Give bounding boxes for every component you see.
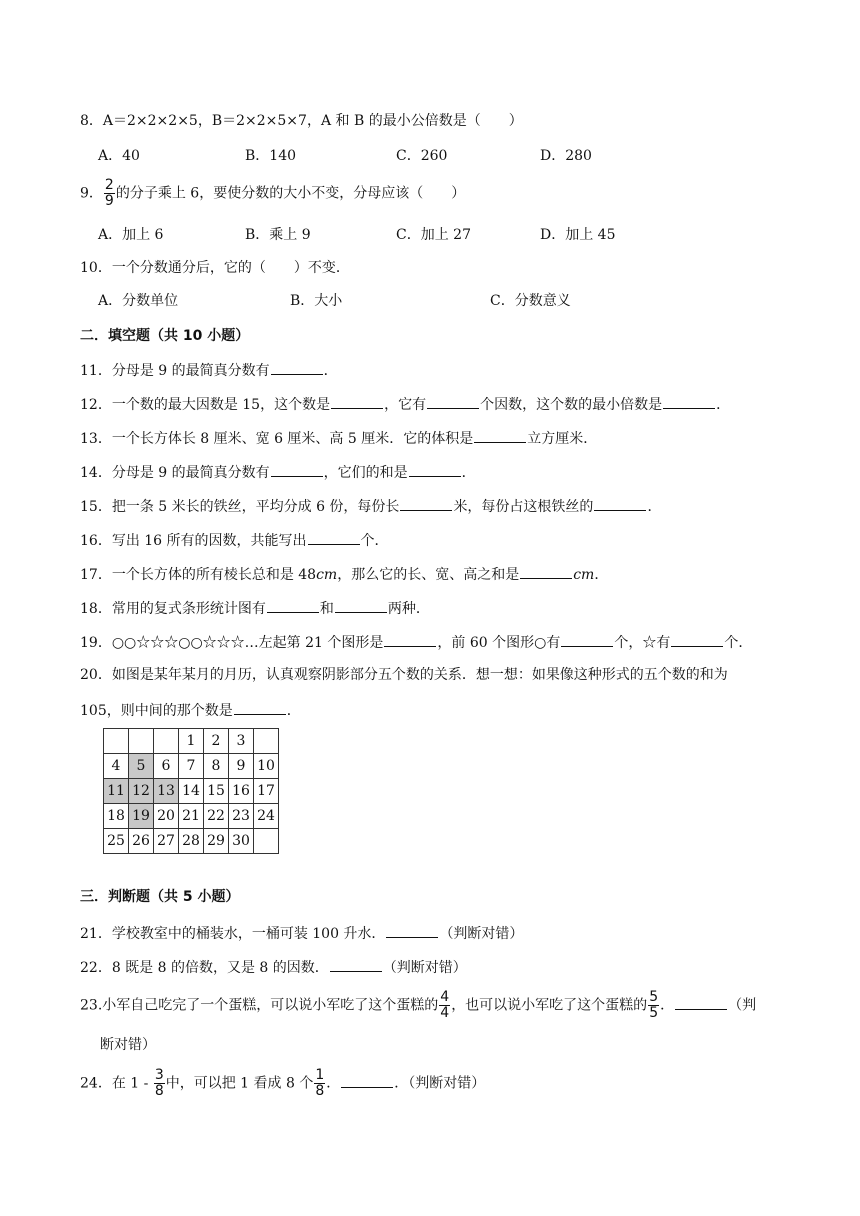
question-12 bbox=[80, 394, 730, 414]
calendar-cell: 7 bbox=[179, 754, 204, 779]
q14-text: 14．分母是 9 的最简真分数有 bbox=[80, 465, 270, 481]
answer-blank bbox=[331, 394, 383, 409]
calendar-cell bbox=[129, 729, 154, 754]
fraction-numerator: 1 bbox=[315, 1067, 325, 1083]
calendar-row bbox=[104, 754, 279, 779]
calendar-row bbox=[104, 804, 279, 829]
q20-text-2: 105，则中间的那个数是 bbox=[80, 703, 233, 719]
q20-end: ． bbox=[286, 703, 301, 719]
q14-text-2: ，它们的和是 bbox=[323, 465, 408, 481]
q15-end: ． bbox=[647, 499, 662, 515]
fraction-denominator: 9 bbox=[104, 193, 114, 209]
q24-period: ． bbox=[326, 1075, 341, 1092]
calendar-cell bbox=[104, 729, 129, 754]
question-9-number: 9． bbox=[80, 185, 103, 202]
q17-text: 17．一个长方体的所有棱长总和是 48 bbox=[80, 567, 317, 583]
q19-end: 个． bbox=[724, 635, 753, 651]
calendar-cell: 6 bbox=[154, 754, 179, 779]
question-17 bbox=[80, 564, 608, 584]
calendar-cell-shaded: 12 bbox=[129, 779, 154, 804]
q10-option-a: A．分数单位 bbox=[98, 293, 179, 309]
answer-blank bbox=[663, 394, 715, 409]
calendar-cell: 23 bbox=[229, 804, 254, 829]
fraction-denominator: 8 bbox=[154, 1083, 164, 1099]
question-14 bbox=[80, 462, 476, 482]
question-24 bbox=[80, 1068, 485, 1099]
calendar-cell: 20 bbox=[154, 804, 179, 829]
calendar-row bbox=[104, 829, 279, 854]
fraction-numerator: 2 bbox=[104, 177, 114, 193]
q24-text: 24．在 1 - bbox=[80, 1075, 153, 1092]
calendar-cell: 24 bbox=[254, 804, 279, 829]
q10-option-c: C．分数意义 bbox=[490, 293, 571, 309]
calendar-cell: 30 bbox=[229, 829, 254, 854]
q21-end: （判断对错） bbox=[439, 926, 524, 942]
question-23-line-2 bbox=[100, 1036, 156, 1054]
q18-end: 两种． bbox=[387, 601, 430, 617]
calendar-cell: 4 bbox=[104, 754, 129, 779]
q9-option-a: A．加上 6 bbox=[98, 227, 164, 243]
answer-blank bbox=[671, 632, 723, 647]
calendar-cell-shaded: 5 bbox=[129, 754, 154, 779]
answer-blank bbox=[561, 632, 613, 647]
calendar-cell: 3 bbox=[229, 729, 254, 754]
question-18 bbox=[80, 598, 430, 618]
calendar-cell: 10 bbox=[254, 754, 279, 779]
q8-option-d: D．280 bbox=[540, 148, 592, 164]
q24-end: ．（判断对错） bbox=[394, 1075, 486, 1092]
calendar-cell: 29 bbox=[204, 829, 229, 854]
q13-end: 立方厘米． bbox=[527, 431, 598, 447]
q23-judge: （判 bbox=[728, 997, 757, 1014]
question-10-text: 10．一个分数通分后，它的（ ）不变． bbox=[80, 260, 350, 276]
q11-end: ． bbox=[323, 363, 338, 379]
question-9-text: 的分子乘上 6，要使分数的大小不变，分母应该（ ） bbox=[115, 185, 466, 202]
q12-end: ． bbox=[716, 397, 731, 413]
q9-option-d: D．加上 45 bbox=[540, 227, 616, 243]
q20-text: 20．如图是某年某月的月历，认真观察阴影部分五个数的关系．想一想：如果像这种形式的五个数的和为 bbox=[80, 667, 728, 683]
question-23 bbox=[80, 990, 756, 1021]
q18-text: 18．常用的复式条形统计图有 bbox=[80, 601, 266, 617]
fraction-numerator: 4 bbox=[440, 989, 450, 1005]
q18-text-2: 和 bbox=[319, 601, 334, 617]
calendar-cell: 22 bbox=[204, 804, 229, 829]
q15-text: 15．把一条 5 米长的铁丝，平均分成 6 份，每份长 bbox=[80, 499, 400, 515]
q23-text-2: ，也可以说小军吃了这个蛋糕的 bbox=[451, 997, 648, 1014]
q8-option-c: C．260 bbox=[396, 148, 448, 164]
q21-text: 21．学校教室中的桶装水，一桶可装 100 升水． bbox=[80, 926, 386, 942]
question-21 bbox=[80, 923, 523, 943]
calendar-cell bbox=[154, 729, 179, 754]
answer-blank bbox=[335, 598, 387, 613]
answer-blank bbox=[330, 957, 382, 972]
question-20 bbox=[80, 666, 728, 684]
calendar-cell: 15 bbox=[204, 779, 229, 804]
calendar-grid bbox=[103, 728, 279, 854]
fraction-1-8 bbox=[314, 1068, 325, 1099]
answer-blank bbox=[271, 360, 323, 375]
question-13 bbox=[80, 428, 597, 448]
calendar-row bbox=[104, 779, 279, 804]
q12-text-2: ，它有 bbox=[384, 397, 427, 413]
q17-text-2: ，那么它的长、宽、高之和是 bbox=[337, 567, 520, 583]
answer-blank bbox=[675, 995, 727, 1010]
q8-option-b: B．140 bbox=[245, 148, 297, 164]
q12-text: 12．一个数的最大因数是 15，这个数是 bbox=[80, 397, 331, 413]
section-2-heading: 二．填空题（共 10 小题） bbox=[80, 328, 250, 344]
question-8 bbox=[80, 112, 523, 130]
fraction-numerator: 5 bbox=[649, 989, 659, 1005]
calendar-cell: 25 bbox=[104, 829, 129, 854]
q19-text-2: ，前 60 个图形○有 bbox=[437, 635, 561, 651]
fraction-denominator: 5 bbox=[649, 1005, 659, 1021]
fraction-3-8 bbox=[154, 1068, 165, 1099]
answer-blank bbox=[341, 1073, 393, 1088]
question-19 bbox=[80, 632, 752, 652]
answer-blank bbox=[271, 462, 323, 477]
calendar-cell: 1 bbox=[179, 729, 204, 754]
q17-end: ． bbox=[594, 567, 609, 583]
calendar-cell-shaded: 11 bbox=[104, 779, 129, 804]
q16-end: 个． bbox=[360, 533, 389, 549]
calendar-cell: 21 bbox=[179, 804, 204, 829]
fraction-4-4 bbox=[439, 990, 450, 1021]
q23-period: ． bbox=[660, 997, 675, 1014]
calendar-cell: 18 bbox=[104, 804, 129, 829]
answer-blank bbox=[386, 923, 438, 938]
fraction-numerator: 3 bbox=[154, 1067, 164, 1083]
calendar-cell bbox=[254, 729, 279, 754]
calendar-cell: 16 bbox=[229, 779, 254, 804]
answer-blank bbox=[520, 564, 572, 579]
q16-text: 16．写出 16 所有的因数，共能写出 bbox=[80, 533, 307, 549]
calendar-cell: 26 bbox=[129, 829, 154, 854]
q23-end: 断对错） bbox=[100, 1037, 156, 1053]
q12-text-3: 个因数，这个数的最小倍数是 bbox=[480, 397, 663, 413]
calendar-cell: 27 bbox=[154, 829, 179, 854]
calendar-row bbox=[104, 729, 279, 754]
answer-blank bbox=[409, 462, 461, 477]
answer-blank bbox=[400, 496, 452, 511]
calendar-cell: 2 bbox=[204, 729, 229, 754]
fraction-denominator: 8 bbox=[315, 1083, 325, 1099]
unit-cm: cm bbox=[316, 567, 338, 583]
q10-option-b: B．大小 bbox=[290, 293, 343, 309]
fraction-2-9 bbox=[104, 178, 115, 209]
q22-text: 22．8 既是 8 的倍数，又是 8 的因数． bbox=[80, 960, 329, 976]
question-16 bbox=[80, 530, 389, 550]
calendar-cell bbox=[254, 829, 279, 854]
q11-text: 11．分母是 9 的最简真分数有 bbox=[80, 363, 270, 379]
question-15 bbox=[80, 496, 661, 516]
q9-option-b: B．乘上 9 bbox=[245, 227, 311, 243]
answer-blank bbox=[384, 632, 436, 647]
calendar-cell: 14 bbox=[179, 779, 204, 804]
calendar-cell: 17 bbox=[254, 779, 279, 804]
q22-end: （判断对错） bbox=[382, 960, 467, 976]
fraction-denominator: 4 bbox=[440, 1005, 450, 1021]
fraction-5-5 bbox=[648, 990, 659, 1021]
question-22 bbox=[80, 957, 467, 977]
question-8-text: 8．A＝2×2×2×5，B＝2×2×5×7，A 和 B 的最小公倍数是（ ） bbox=[80, 113, 523, 129]
answer-blank bbox=[594, 496, 646, 511]
section-3-heading: 三．判断题（共 5 小题） bbox=[80, 889, 240, 905]
q14-end: ． bbox=[461, 465, 476, 481]
question-10 bbox=[80, 259, 350, 277]
q13-text: 13．一个长方体长 8 厘米、宽 6 厘米、高 5 厘米．它的体积是 bbox=[80, 431, 474, 447]
q15-text-2: 米，每份占这根铁丝的 bbox=[453, 499, 594, 515]
q9-option-c: C．加上 27 bbox=[396, 227, 471, 243]
q8-option-a: A．40 bbox=[98, 148, 140, 164]
answer-blank bbox=[234, 700, 286, 715]
answer-blank bbox=[308, 530, 360, 545]
q19-text-3: 个，☆有 bbox=[614, 635, 671, 651]
calendar-cell: 28 bbox=[179, 829, 204, 854]
unit-cm: cm bbox=[573, 567, 595, 583]
question-20-line-2 bbox=[80, 700, 301, 720]
answer-blank bbox=[267, 598, 319, 613]
question-11 bbox=[80, 360, 338, 380]
calendar-cell-shaded: 13 bbox=[154, 779, 179, 804]
answer-blank bbox=[427, 394, 479, 409]
q24-text-2: 中，可以把 1 看成 8 个 bbox=[165, 1075, 314, 1092]
calendar-cell-shaded: 19 bbox=[129, 804, 154, 829]
question-9 bbox=[80, 178, 465, 209]
calendar-cell: 8 bbox=[204, 754, 229, 779]
calendar-cell: 9 bbox=[229, 754, 254, 779]
answer-blank bbox=[474, 428, 526, 443]
q19-text: 19．○○☆☆☆○○☆☆☆…左起第 21 个图形是 bbox=[80, 635, 384, 651]
q23-text: 23.小军自己吃完了一个蛋糕，可以说小军吃了这个蛋糕的 bbox=[80, 997, 439, 1014]
